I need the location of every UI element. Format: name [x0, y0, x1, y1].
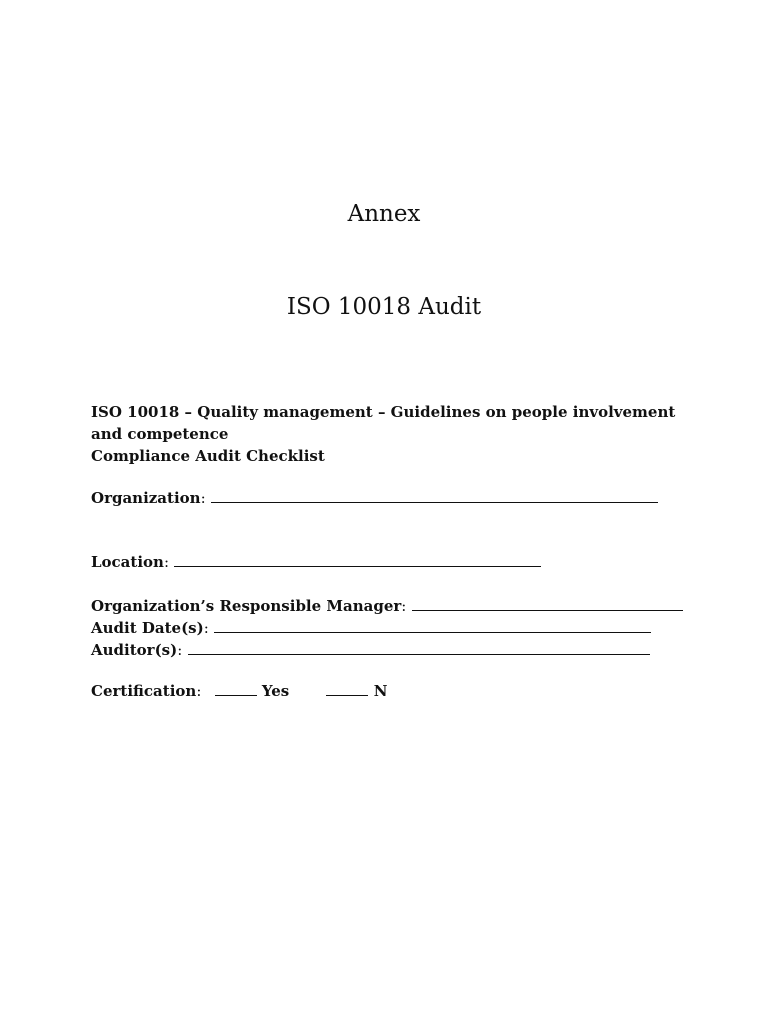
auditors-row: [91, 639, 691, 661]
auditors-field[interactable]: [188, 640, 650, 655]
certification-no-label: N: [373, 682, 388, 700]
audit-dates-label: Audit Date(s): [91, 619, 204, 637]
intro-line-2: and competence: [91, 425, 229, 443]
manager-audit-block: [91, 595, 691, 661]
certification-label: Certification: [91, 682, 197, 700]
certification-yes-field[interactable]: [215, 681, 257, 696]
document-title: ISO 10018 Audit: [286, 294, 482, 320]
audit-dates-row: [91, 617, 691, 639]
certification-no-field[interactable]: [326, 681, 368, 696]
certification-colon: :: [196, 682, 202, 700]
organization-field[interactable]: [211, 488, 658, 503]
auditors-colon: :: [177, 641, 183, 659]
organization-label: Organization: [91, 489, 201, 507]
location-row: [91, 551, 691, 573]
certification-row: [91, 680, 691, 702]
location-label: Location: [91, 553, 164, 571]
manager-colon: :: [401, 597, 407, 615]
location-colon: :: [163, 553, 170, 571]
manager-label: Organization’s Responsible Manager: [91, 597, 402, 615]
manager-field[interactable]: [412, 596, 683, 611]
manager-row: [91, 595, 691, 617]
organization-colon: :: [200, 489, 206, 507]
certification-yes-label: Yes: [261, 682, 290, 700]
intro-line-3: Compliance Audit Checklist: [91, 447, 325, 465]
audit-dates-colon: :: [203, 619, 209, 637]
annex-heading: Annex: [347, 201, 421, 227]
organization-row: [91, 487, 691, 509]
location-field[interactable]: [174, 552, 541, 567]
audit-dates-field[interactable]: [214, 618, 651, 633]
intro-line-1: ISO 10018 – Quality management – Guidelines on people involvement: [91, 403, 676, 421]
intro-block: [91, 401, 691, 467]
auditors-label: Auditor(s): [91, 641, 178, 659]
